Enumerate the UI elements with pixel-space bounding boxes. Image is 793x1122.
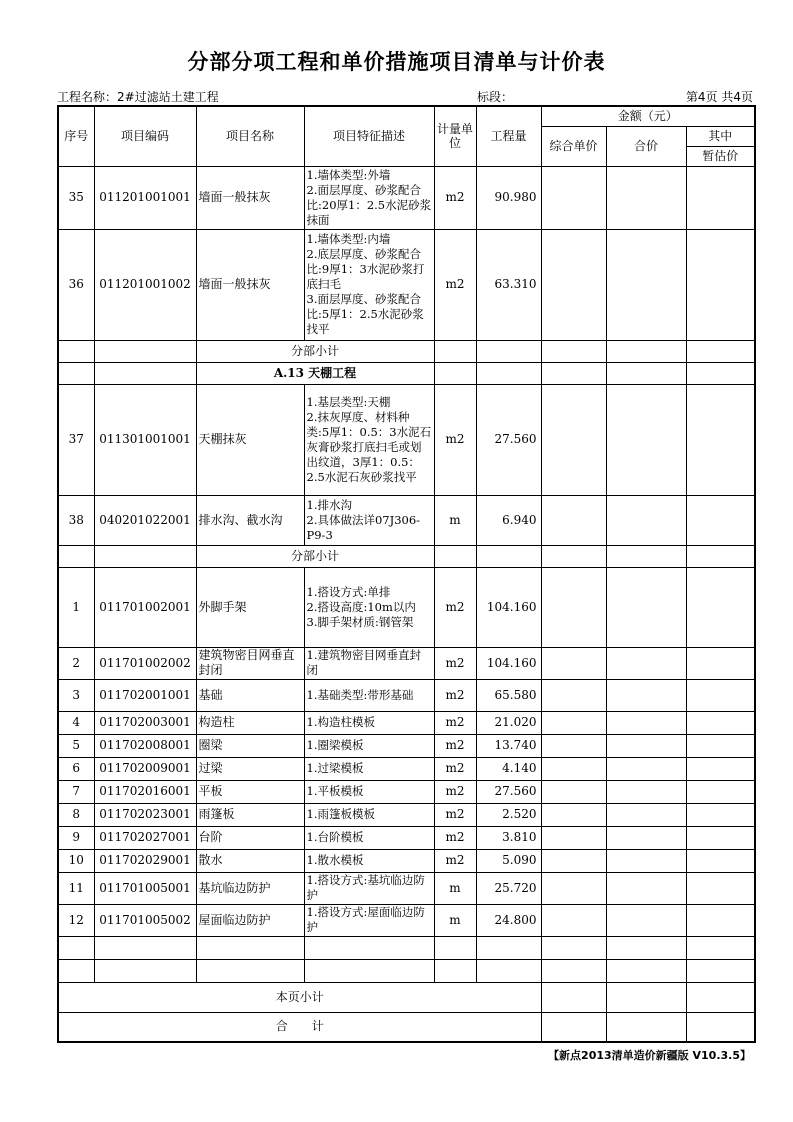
- row-name: 屋面临边防护: [196, 904, 304, 936]
- row-seq: 2: [58, 647, 94, 679]
- empty-row: [58, 959, 755, 982]
- row-desc: 1.平板模板: [304, 780, 434, 803]
- row-desc: 1.基础类型:带形基础: [304, 679, 434, 711]
- subtotal-row: [58, 545, 755, 567]
- header-of-which: 其中: [686, 126, 755, 146]
- row-name: 外脚手架: [196, 567, 304, 647]
- row-seq: 8: [58, 803, 94, 826]
- table-row: [58, 229, 755, 340]
- row-seq: 36: [58, 229, 94, 340]
- row-code: 011301001001: [94, 384, 196, 495]
- row-unit: m2: [434, 679, 476, 711]
- row-name: 墙面一般抹灰: [196, 166, 304, 229]
- row-code: 011702023001: [94, 803, 196, 826]
- row-unit: m2: [434, 849, 476, 872]
- table-row: [58, 849, 755, 872]
- row-code: 011701005001: [94, 872, 196, 904]
- row-name: 天棚抹灰: [196, 384, 304, 495]
- row-desc: 1.圈梁模板: [304, 734, 434, 757]
- table-row: [58, 567, 755, 647]
- row-qty: 13.740: [476, 734, 541, 757]
- row-code: 011702027001: [94, 826, 196, 849]
- header-unit-price: 综合单价: [541, 126, 606, 166]
- row-unit: m: [434, 495, 476, 545]
- table-body: [58, 166, 755, 982]
- row-qty: 63.310: [476, 229, 541, 340]
- row-qty: 104.160: [476, 567, 541, 647]
- table-row: [58, 757, 755, 780]
- row-unit: m2: [434, 734, 476, 757]
- subtotal-row: [58, 340, 755, 362]
- row-qty: 25.720: [476, 872, 541, 904]
- grand-total-label: 合 计: [58, 1012, 541, 1042]
- row-desc: 1.建筑物密目网垂直封闭: [304, 647, 434, 679]
- empty-row: [58, 936, 755, 959]
- row-desc: 1.排水沟 2.具体做法详07J306-P9-3: [304, 495, 434, 545]
- row-unit: m2: [434, 711, 476, 734]
- section-row: [58, 362, 755, 384]
- row-qty: 5.090: [476, 849, 541, 872]
- row-unit: m2: [434, 826, 476, 849]
- row-seq: 37: [58, 384, 94, 495]
- row-desc: 1.构造柱模板: [304, 711, 434, 734]
- row-name: 基坑临边防护: [196, 872, 304, 904]
- row-code: 011701005002: [94, 904, 196, 936]
- row-desc: 1.墙体类型:外墙 2.面层厚度、砂浆配合比:20厚1：2.5水泥砂浆抹面: [304, 166, 434, 229]
- row-desc: 1.雨篷板模板: [304, 803, 434, 826]
- table-row: [58, 803, 755, 826]
- row-seq: 11: [58, 872, 94, 904]
- row-qty: 65.580: [476, 679, 541, 711]
- row-name: 散水: [196, 849, 304, 872]
- row-name: 排水沟、截水沟: [196, 495, 304, 545]
- row-unit: m2: [434, 780, 476, 803]
- section-heading: A.13 天棚工程: [196, 362, 434, 384]
- row-qty: 90.980: [476, 166, 541, 229]
- row-seq: 7: [58, 780, 94, 803]
- row-name: 圈梁: [196, 734, 304, 757]
- row-desc: 1.搭设方式:屋面临边防护: [304, 904, 434, 936]
- row-name: 台阶: [196, 826, 304, 849]
- page-title: 分部分项工程和单价措施项目清单与计价表: [187, 50, 606, 74]
- row-code: 011201001002: [94, 229, 196, 340]
- project-name: 工程名称：2#过滤站土建工程: [57, 90, 219, 104]
- row-unit: m2: [434, 567, 476, 647]
- page-subtotal-label: 本页小计: [58, 982, 541, 1012]
- row-desc: 1.搭设方式:基坑临边防护: [304, 872, 434, 904]
- row-seq: 4: [58, 711, 94, 734]
- table-row: [58, 384, 755, 495]
- table-row: [58, 872, 755, 904]
- software-footer: 【新点2013清单造价新疆版 V10.3.5】: [548, 1049, 751, 1062]
- row-qty: 6.940: [476, 495, 541, 545]
- row-name: 过梁: [196, 757, 304, 780]
- row-code: 011702001001: [94, 679, 196, 711]
- row-code: 011701002001: [94, 567, 196, 647]
- row-seq: 3: [58, 679, 94, 711]
- row-desc: 1.散水模板: [304, 849, 434, 872]
- row-code: 011702029001: [94, 849, 196, 872]
- table-row: [58, 647, 755, 679]
- header-code: 项目编码: [94, 106, 196, 166]
- row-qty: 3.810: [476, 826, 541, 849]
- row-seq: 35: [58, 166, 94, 229]
- row-name: 平板: [196, 780, 304, 803]
- header-qty: 工程量: [476, 106, 541, 166]
- row-unit: m2: [434, 166, 476, 229]
- row-name: 墙面一般抹灰: [196, 229, 304, 340]
- row-qty: 21.020: [476, 711, 541, 734]
- row-code: 011701002002: [94, 647, 196, 679]
- row-qty: 104.160: [476, 647, 541, 679]
- row-name: 构造柱: [196, 711, 304, 734]
- row-unit: m2: [434, 384, 476, 495]
- row-qty: 27.560: [476, 384, 541, 495]
- header-name: 项目名称: [196, 106, 304, 166]
- row-desc: 1.台阶模板: [304, 826, 434, 849]
- row-code: 040201022001: [94, 495, 196, 545]
- row-seq: 6: [58, 757, 94, 780]
- table-row: [58, 679, 755, 711]
- row-qty: 27.560: [476, 780, 541, 803]
- row-seq: 38: [58, 495, 94, 545]
- row-name: 雨篷板: [196, 803, 304, 826]
- table-row: [58, 780, 755, 803]
- row-seq: 9: [58, 826, 94, 849]
- row-code: 011702009001: [94, 757, 196, 780]
- bill-table: [57, 105, 756, 1043]
- row-unit: m2: [434, 647, 476, 679]
- row-unit: m2: [434, 757, 476, 780]
- row-desc: 1.墙体类型:内墙 2.底层厚度、砂浆配合比:9厚1：3水泥砂浆打底扫毛 3.面层厚度、砂浆配合比:5厚1：2.5水泥砂浆找平: [304, 229, 434, 340]
- row-desc: 1.搭设方式:单排 2.搭设高度:10m以内 3.脚手架材质:钢管架: [304, 567, 434, 647]
- row-seq: 10: [58, 849, 94, 872]
- header-unit: 计量单位: [434, 106, 476, 166]
- table-row: [58, 826, 755, 849]
- header-amount: 金额（元）: [541, 106, 755, 126]
- header-provisional: 暂估价: [686, 146, 755, 166]
- row-seq: 12: [58, 904, 94, 936]
- subtotal-label: 分部小计: [196, 545, 434, 567]
- row-code: 011702003001: [94, 711, 196, 734]
- row-qty: 24.800: [476, 904, 541, 936]
- table-row: [58, 734, 755, 757]
- section-label: 标段：: [477, 90, 514, 104]
- row-code: 011702008001: [94, 734, 196, 757]
- row-code: 011201001001: [94, 166, 196, 229]
- row-desc: 1.过梁模板: [304, 757, 434, 780]
- row-name: 建筑物密目网垂直封闭: [196, 647, 304, 679]
- row-unit: m: [434, 904, 476, 936]
- header-total: 合价: [606, 126, 686, 166]
- table-row: [58, 166, 755, 229]
- header-desc: 项目特征描述: [304, 106, 434, 166]
- row-unit: m2: [434, 229, 476, 340]
- table-row: [58, 904, 755, 936]
- row-unit: m: [434, 872, 476, 904]
- table-row: [58, 711, 755, 734]
- header-seq: 序号: [58, 106, 94, 166]
- row-seq: 1: [58, 567, 94, 647]
- row-qty: 2.520: [476, 803, 541, 826]
- row-code: 011702016001: [94, 780, 196, 803]
- subtotal-label: 分部小计: [196, 340, 434, 362]
- page-number: 第4页 共4页: [685, 90, 753, 104]
- row-name: 基础: [196, 679, 304, 711]
- row-qty: 4.140: [476, 757, 541, 780]
- table-row: [58, 495, 755, 545]
- row-seq: 5: [58, 734, 94, 757]
- row-unit: m2: [434, 803, 476, 826]
- row-desc: 1.基层类型:天棚 2.抹灰厚度、材料种类:5厚1：0.5：3水泥石灰膏砂浆打底扫毛或划出纹道，3厚1：0.5：2.5水泥石灰砂浆找平: [304, 384, 434, 495]
